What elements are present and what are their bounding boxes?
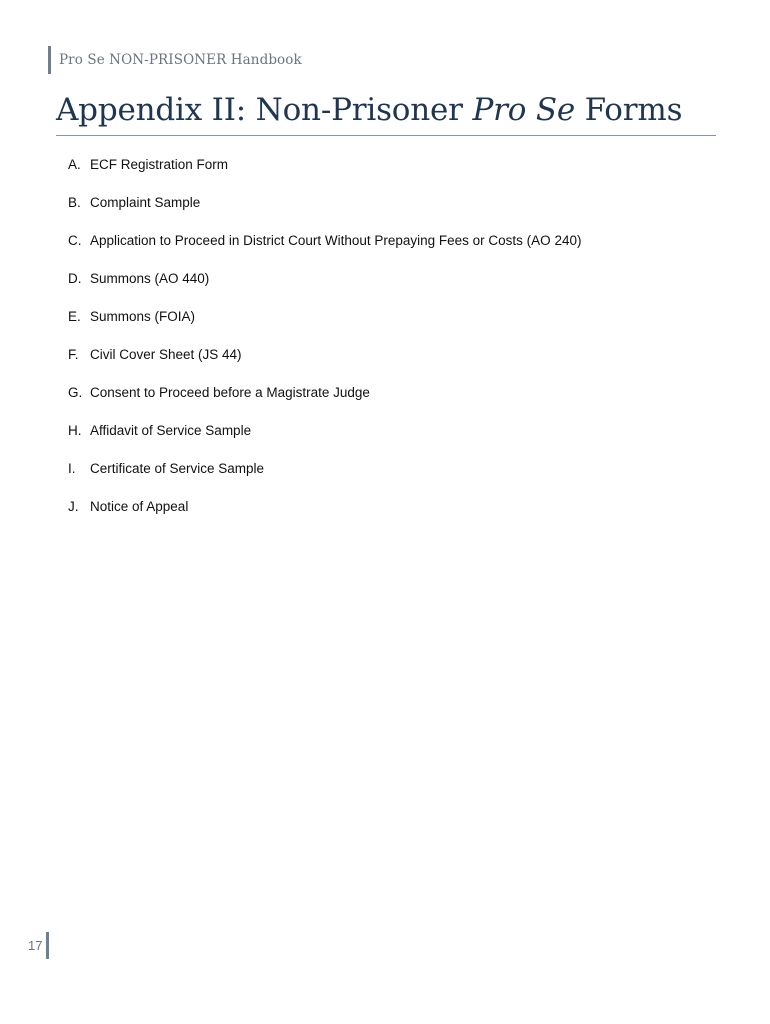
forms-list — [68, 157, 581, 537]
page-number: 17 — [28, 938, 43, 953]
list-item-letter: H. — [68, 423, 82, 438]
page-title — [56, 88, 716, 132]
list-item-text: Summons (AO 440) — [90, 271, 210, 286]
list-item-letter: F. — [68, 347, 79, 362]
list-item-text: Consent to Proceed before a Magistrate Judge — [90, 385, 370, 400]
title-underline — [56, 135, 716, 136]
page-title-part2: Forms — [575, 92, 683, 128]
page-footer — [28, 932, 49, 959]
list-item-letter: B. — [68, 195, 81, 210]
list-item-letter: I. — [68, 461, 76, 476]
list-item — [68, 195, 581, 233]
list-item — [68, 157, 581, 195]
list-item-text: Complaint Sample — [90, 195, 201, 210]
list-item — [68, 423, 581, 461]
list-item-letter: J. — [68, 499, 79, 514]
running-header — [48, 46, 302, 74]
list-item-letter: E. — [68, 309, 81, 324]
list-item-letter: A. — [68, 157, 81, 172]
list-item — [68, 347, 581, 385]
list-item-text: Civil Cover Sheet (JS 44) — [90, 347, 242, 362]
list-item-text: Application to Proceed in District Court Without Prepaying Fees or Costs (AO 240) — [90, 233, 582, 248]
list-item — [68, 309, 581, 347]
list-item — [68, 385, 581, 423]
running-header-title: Pro Se NON-PRISONER Handbook — [59, 52, 302, 68]
list-item-letter: C. — [68, 233, 82, 248]
list-item-text: Summons (FOIA) — [90, 309, 196, 324]
list-item-text: ECF Registration Form — [90, 157, 229, 172]
list-item-letter: D. — [68, 271, 82, 286]
header-rule — [48, 46, 51, 74]
list-item — [68, 233, 581, 271]
list-item-letter: G. — [68, 385, 83, 400]
title-block — [56, 88, 716, 136]
list-item — [68, 461, 581, 499]
footer-rule — [46, 932, 49, 959]
list-item — [68, 499, 581, 537]
list-item — [68, 271, 581, 309]
list-item-text: Notice of Appeal — [90, 499, 189, 514]
page-title-italic: Pro Se — [472, 92, 576, 128]
page-title-part1: Appendix II: Non-Prisoner — [56, 92, 473, 128]
list-item-text: Affidavit of Service Sample — [90, 423, 252, 438]
list-item-text: Certificate of Service Sample — [90, 461, 265, 476]
